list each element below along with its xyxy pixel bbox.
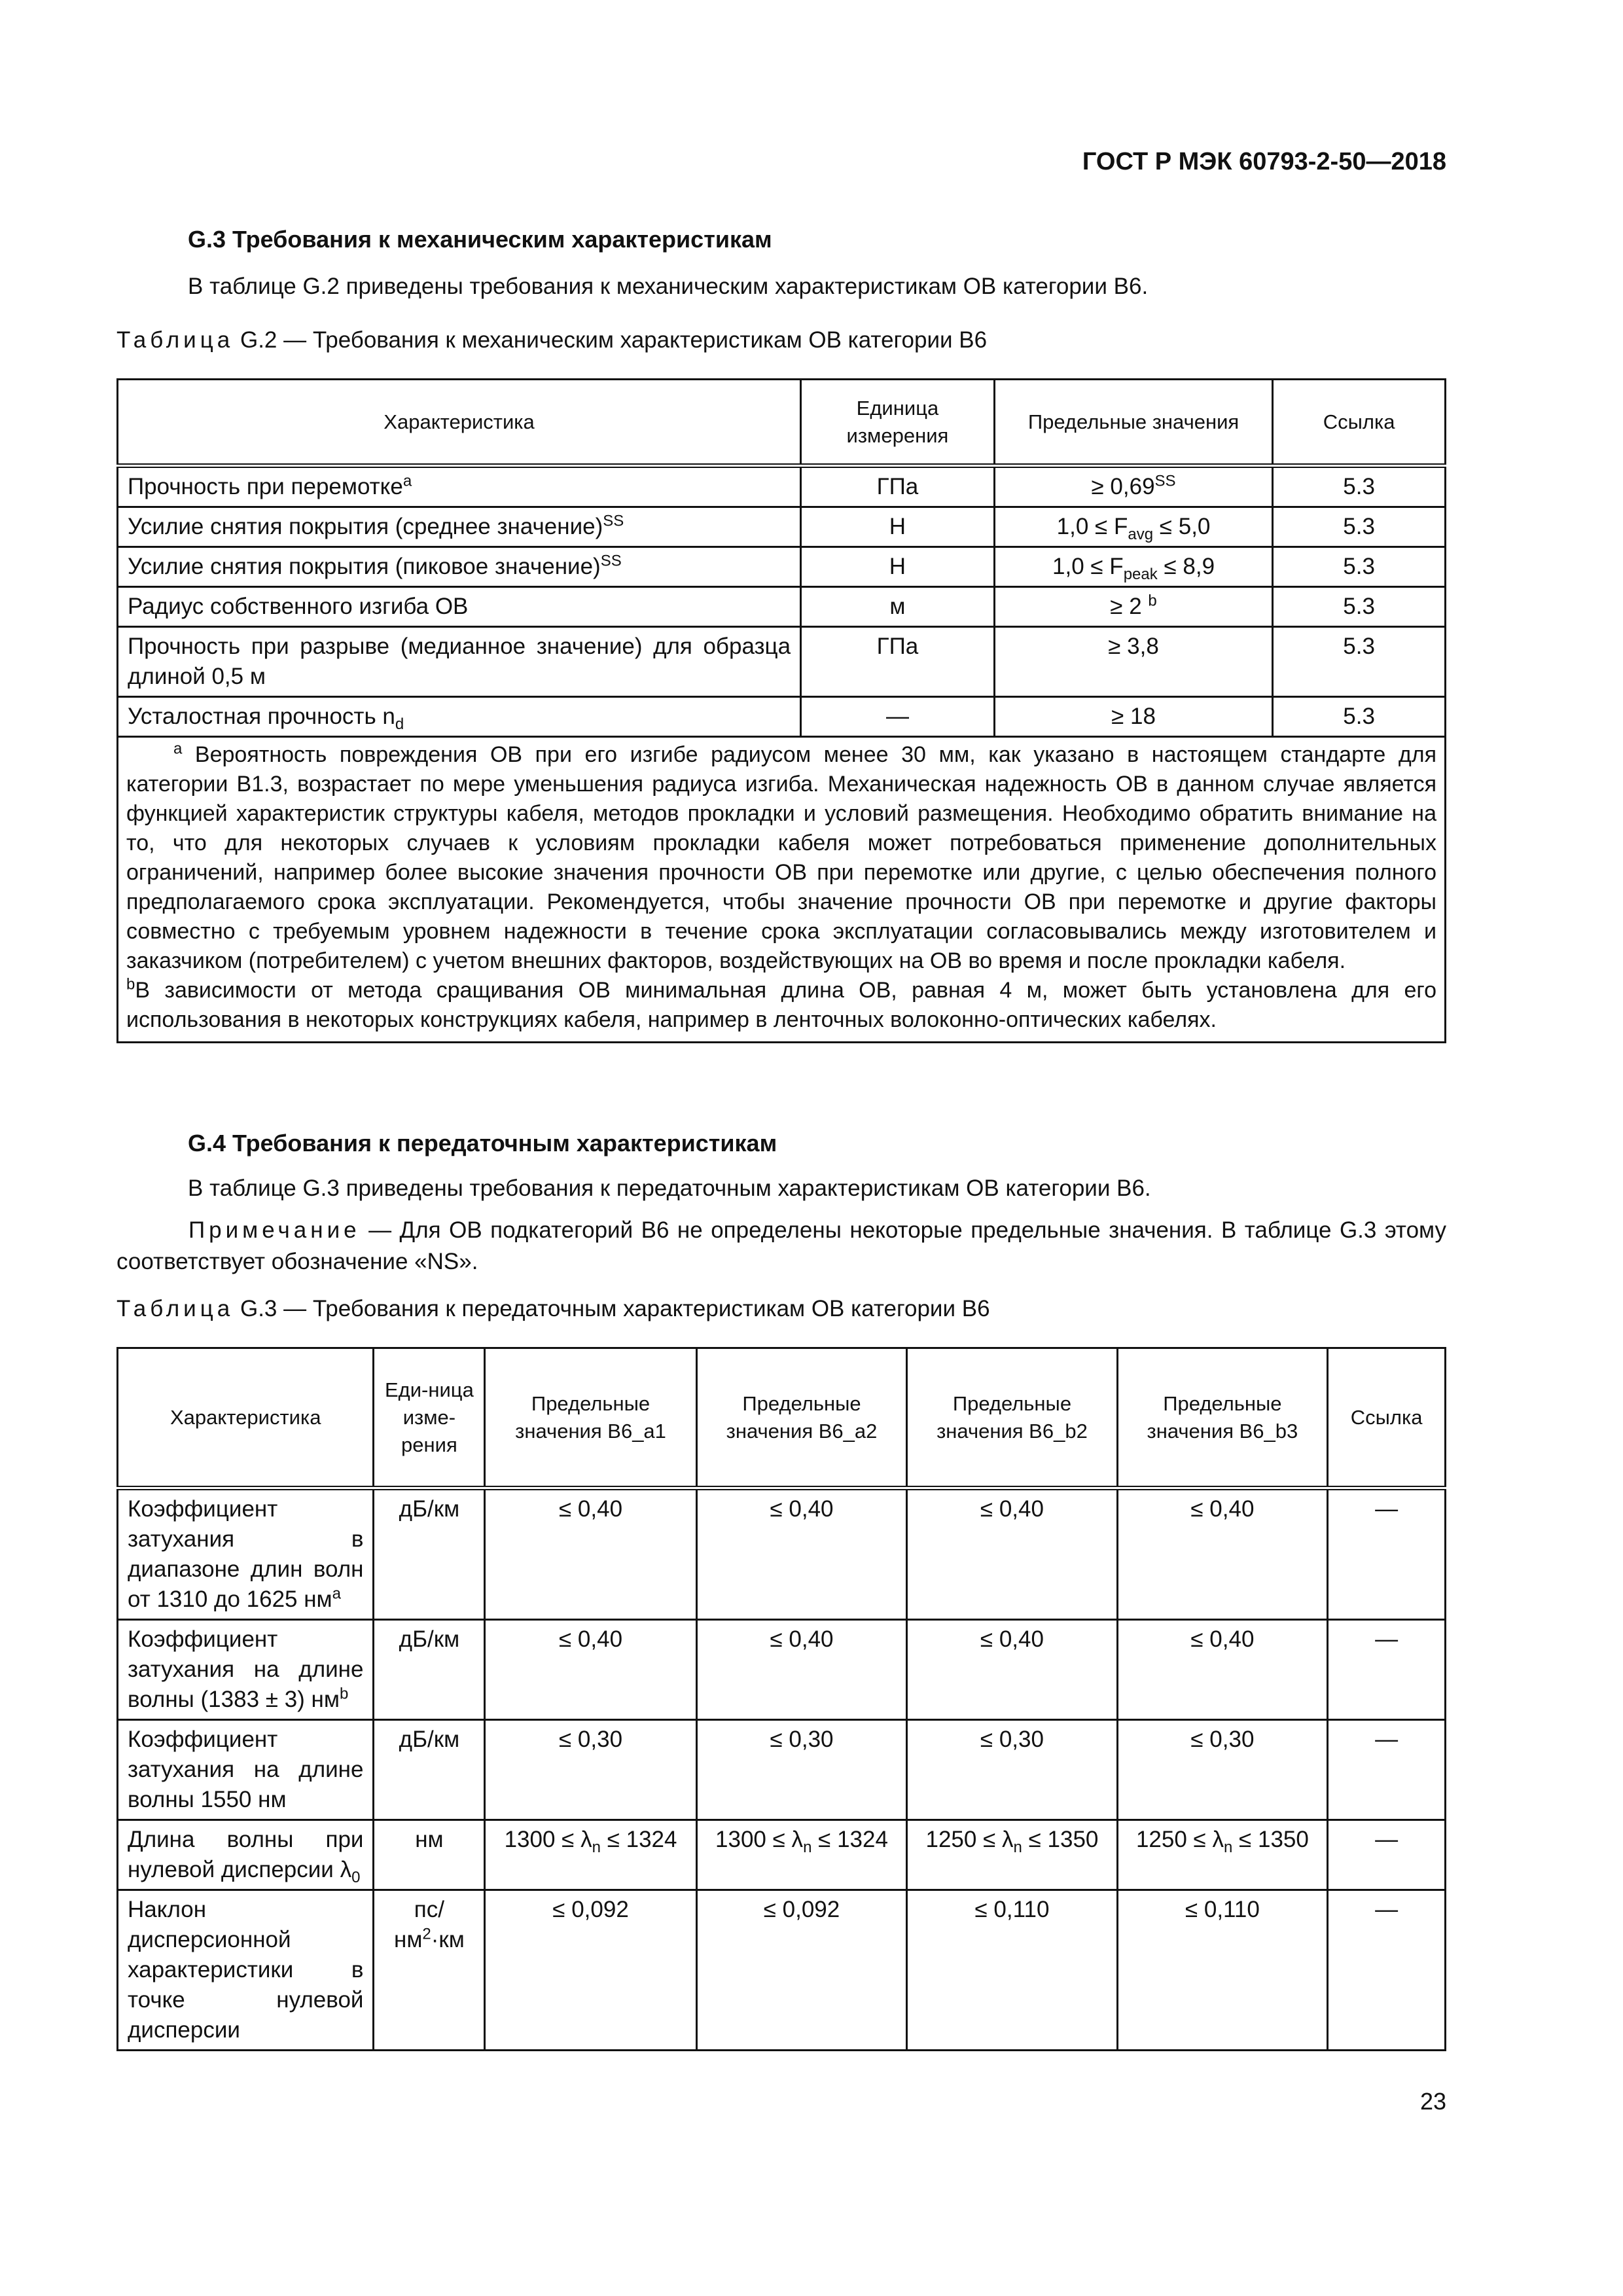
section-intro-g3: В таблице G.2 приведены требования к механическим характеристикам ОВ категории В6.: [188, 274, 1149, 299]
cell-limit: $1300 \le \lambda_n \le 1324$: [485, 1820, 696, 1890]
cell-unit: нм: [374, 1820, 485, 1890]
table-row: [118, 466, 1446, 507]
cell-reference: —: [1328, 1890, 1446, 2051]
cell-limit: ≤ 0,30: [1117, 1720, 1327, 1820]
header-limits-b6-a1: Предельные значения В6_a1: [485, 1348, 696, 1488]
table-caption-g2: [116, 327, 987, 353]
cell-unit: м: [801, 587, 995, 627]
cell-limit: ≤ 0,092: [696, 1890, 906, 2051]
cell-limit: ≥ 18: [994, 697, 1272, 737]
cell-unit: дБ/км: [374, 1720, 485, 1820]
cell-limit: $1250 \le \lambda_n \le 1350$: [1117, 1820, 1327, 1890]
cell-characteristic: Наклон дисперсионной характеристики в точке нулевой дисперсии: [118, 1890, 374, 2051]
cell-limit: ≥ 3,8: [994, 627, 1272, 697]
cell-characteristic: Коэффициент затухания на длине волны 1550 нм: [118, 1720, 374, 1820]
table-row: [118, 1620, 1446, 1720]
footnote-a: $^a$ Вероятность повреждения ОВ при его изгибе радиусом менее 30 мм, как указано в настоящем стандарте для категории В1.3, возрастает по мере уменьшения радиуса изгиба. Механическая надежность ОВ в данном случае является функцией характеристик структуры кабеля, методов прокладки и условий размещения. Необходимо обратить внимание на то, что для некоторых случаев к условиям прокладки кабеля может потребоваться применение дополнительных ограничений, например более высокие значения прочности ОВ при перемотке или другие, с целью обеспечения полного предполагаемого срока эксплуатации. Рекомендуется, чтобы значение прочности ОВ при перемотке и другие факторы совместно с требуемым уровнем надежности в течение срока эксплуатации согласовывались между изготовителем и заказчиком (потребителем) с учетом внешних факторов, воздействующих на ОВ во время и после прокладки кабеля.: [126, 740, 1436, 973]
header-unit: Единица измерения: [801, 380, 995, 466]
header-limits: Предельные значения: [994, 380, 1272, 466]
cell-characteristic: Прочность при перемотке$^a$: [118, 466, 801, 507]
cell-reference: 5.3: [1273, 697, 1446, 737]
cell-characteristic: Прочность при разрыве (медианное значение) для образца длиной 0,5 м: [118, 627, 801, 697]
cell-limit: ≤ 0,30: [485, 1720, 696, 1820]
cell-characteristic: Коэффициент затухания в диапазоне длин волн от 1310 до 1625 $нм^a$: [118, 1488, 374, 1620]
section-note-g4: [116, 1215, 1446, 1278]
header-limits-b6-a2: Предельные значения В6_a2: [696, 1348, 906, 1488]
cell-limit: ≤ 0,110: [907, 1890, 1117, 2051]
cell-limit: $1,0 \le F_{peak} \le 8,9$: [994, 547, 1272, 587]
cell-unit: ГПа: [801, 466, 995, 507]
header-characteristic: Характеристика: [118, 380, 801, 466]
cell-unit: —: [801, 697, 995, 737]
header-unit: Еди-ница изме-рения: [374, 1348, 485, 1488]
footnote-b: $^b$В зависимости от метода сращивания ОВ минимальная длина ОВ, равная 4 м, может быть установлена для его использования в некоторых конструкциях кабеля, например в ленточных волоконно-оптических кабелях.: [126, 975, 1436, 1032]
table-row: [118, 587, 1446, 627]
note-text: — Для ОВ подкатегорий В6 не определены некоторые предельные значения. В таблице G.3 этому соответствует обозначение «NS».: [116, 1217, 1446, 1274]
cell-reference: —: [1328, 1820, 1446, 1890]
cell-limit: ≤ 0,40: [696, 1488, 906, 1620]
table-caption-text: G.3 — Требования к передаточным характеристикам ОВ категории В6: [240, 1296, 990, 1321]
table-row: [118, 697, 1446, 737]
cell-characteristic: Усилие снятия покрытия (среднее значение)$^{SS}$: [118, 507, 801, 547]
cell-limit: ≤ 0,40: [907, 1488, 1117, 1620]
section-intro-g4: В таблице G.3 приведены требования к передаточным характеристикам ОВ категории В6.: [188, 1175, 1151, 1201]
cell-limit: $1,0 \le F_{avg} \le 5,0$: [994, 507, 1272, 547]
cell-unit: Н: [801, 507, 995, 547]
cell-unit: Н: [801, 547, 995, 587]
cell-limit: ≤ 0,40: [1117, 1620, 1327, 1720]
cell-limit: ≤ 0,40: [1117, 1488, 1327, 1620]
header-characteristic: Характеристика: [118, 1348, 374, 1488]
table-row: [118, 1890, 1446, 2051]
cell-limit: ≤ 0,30: [907, 1720, 1117, 1820]
header-limits-b6-b2: Предельные значения В6_b2: [907, 1348, 1117, 1488]
table-row: [118, 547, 1446, 587]
table-row: [118, 507, 1446, 547]
cell-reference: —: [1328, 1620, 1446, 1720]
cell-limit: ≤ 0,40: [907, 1620, 1117, 1720]
cell-limit: ≤ 0,30: [696, 1720, 906, 1820]
cell-limit: ≤ 0,40: [485, 1620, 696, 1720]
cell-reference: —: [1328, 1488, 1446, 1620]
cell-limit: ≤ 0,092: [485, 1890, 696, 2051]
table-caption-word: Таблица: [116, 1296, 234, 1321]
table-caption-text: G.2 — Требования к механическим характеристикам ОВ категории В6: [240, 327, 988, 353]
cell-limit: $1300 \le \lambda_n \le 1324$: [696, 1820, 906, 1890]
cell-characteristic: Радиус собственного изгиба ОВ: [118, 587, 801, 627]
table-header-row: [118, 1348, 1446, 1488]
footnotes-cell: [118, 737, 1446, 1043]
table-caption-word: Таблица: [116, 327, 234, 353]
table-row: [118, 1820, 1446, 1890]
cell-reference: 5.3: [1273, 507, 1446, 547]
cell-characteristic: Усилие снятия покрытия (пиковое значение)$^{SS}$: [118, 547, 801, 587]
table-row: [118, 1488, 1446, 1620]
cell-limit: $1250 \le \lambda_n \le 1350$: [907, 1820, 1117, 1890]
header-limits-b6-b3: Предельные значения В6_b3: [1117, 1348, 1327, 1488]
cell-reference: 5.3: [1273, 587, 1446, 627]
cell-unit: дБ/км: [374, 1620, 485, 1720]
table-g2: [116, 378, 1446, 1043]
cell-limit: ≤ 0,110: [1117, 1890, 1327, 2051]
note-word: Примечание: [188, 1217, 361, 1243]
cell-unit: дБ/км: [374, 1488, 485, 1620]
document-code: ГОСТ Р МЭК 60793-2-50—2018: [1082, 148, 1446, 175]
cell-limit: ≤ 0,40: [485, 1488, 696, 1620]
header-reference: Ссылка: [1328, 1348, 1446, 1488]
table-caption-g3: [116, 1296, 990, 1322]
table-header-row: [118, 380, 1446, 466]
cell-unit: пс/ $нм^2\cdot км$: [374, 1890, 485, 2051]
table-row: [118, 627, 1446, 697]
header-reference: Ссылка: [1273, 380, 1446, 466]
cell-reference: 5.3: [1273, 466, 1446, 507]
cell-limit: ≥ $0,69^{SS}$: [994, 466, 1272, 507]
table-row: [118, 1720, 1446, 1820]
page-number: 23: [1419, 2088, 1446, 2115]
section-title-g4: G.4 Требования к передаточным характеристикам: [188, 1130, 777, 1157]
table-g3: [116, 1347, 1446, 2051]
cell-reference: 5.3: [1273, 627, 1446, 697]
cell-characteristic: Усталостная прочность $n_d$: [118, 697, 801, 737]
table-footnotes: [118, 737, 1446, 1043]
cell-limit: ≤ 0,40: [696, 1620, 906, 1720]
cell-characteristic: Коэффициент затухания на длине волны (1383 ± 3) $нм^b$: [118, 1620, 374, 1720]
section-title-g3: G.3 Требования к механическим характеристикам: [188, 226, 772, 253]
cell-reference: —: [1328, 1720, 1446, 1820]
cell-unit: ГПа: [801, 627, 995, 697]
cell-characteristic: Длина волны при нулевой дисперсии $\lambda_0$: [118, 1820, 374, 1890]
cell-limit: ≥ 2 $^b$: [994, 587, 1272, 627]
cell-reference: 5.3: [1273, 547, 1446, 587]
